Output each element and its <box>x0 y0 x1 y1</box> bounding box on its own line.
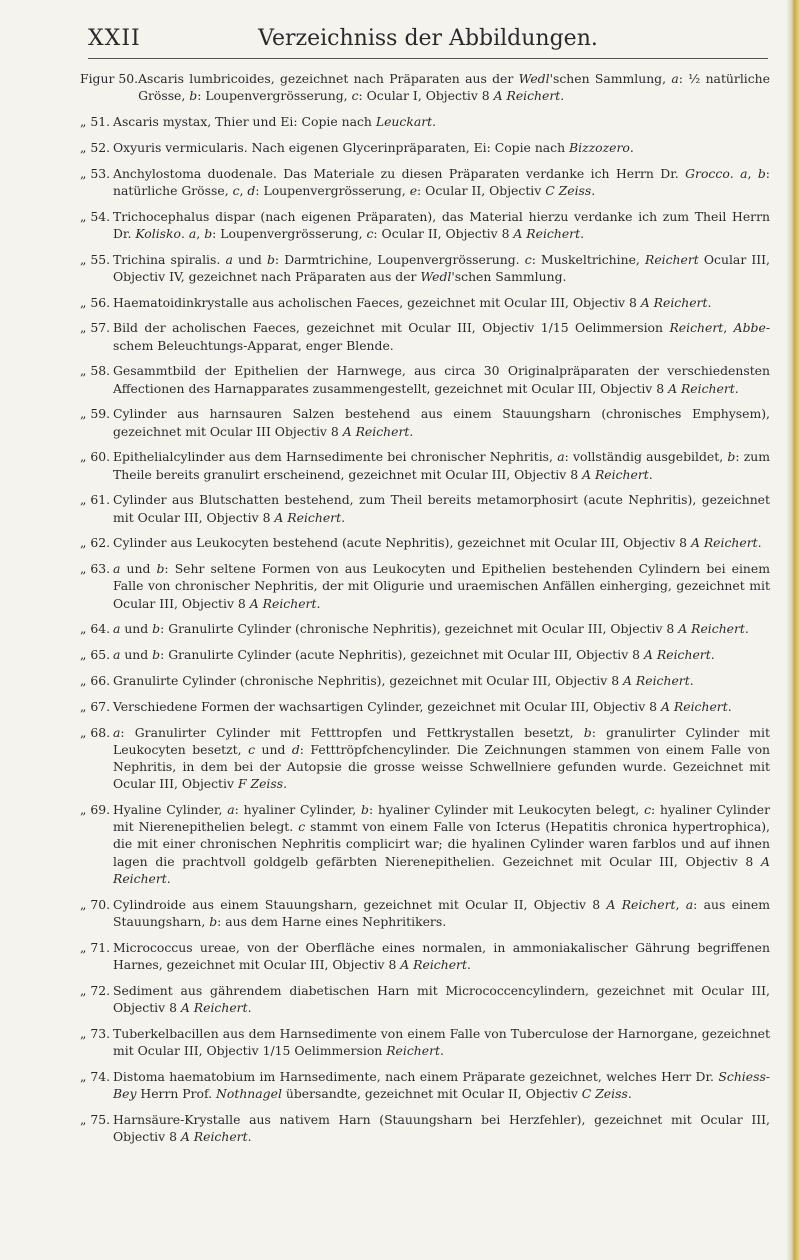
figure-label: „ <box>80 114 91 129</box>
figure-entry <box>80 165 770 199</box>
figure-entry <box>80 448 770 482</box>
figure-entry <box>80 724 770 793</box>
figure-label: „ <box>80 320 91 336</box>
figure-label: „ <box>80 621 91 637</box>
figure-label: „ <box>80 672 91 688</box>
figure-entry-prefix <box>80 1111 113 1145</box>
figure-caption: a und b: Sehr seltene Formen von aus Leukocyten und Epithelien bestehenden Cylindern bei einem Falle von chronischer Nephritis, der mit Oligurie und uraemischen Anfällen einherging, gezeichnet mit Ocular III, Objectiv 8 A Reichert. <box>113 561 770 611</box>
figure-entry <box>80 405 770 439</box>
page-header <box>88 22 768 56</box>
figure-entry <box>80 672 770 689</box>
figure-caption: Cylinder aus harnsauren Salzen bestehend aus einem Stauungsharn (chronisches Emphysem), gezeichnet mit Ocular III Objectiv 8 A Reichert. <box>113 406 770 439</box>
figure-caption: Trichocephalus dispar (nach eigenen Präparaten), das Material hierzu verdanke ich zum Theil Herrn Dr. Kolisko. a, b: Loupenvergrösserung, c: Ocular II, Objectiv 8 A Reichert. <box>113 208 770 241</box>
figure-number: 56. <box>90 294 111 310</box>
figure-entry-prefix <box>80 491 113 525</box>
figure-entry <box>80 319 770 353</box>
figure-number: 63. <box>90 561 111 577</box>
figure-entry-prefix <box>80 534 113 551</box>
figure-caption: Distoma haematobium im Harnsedimente, nach einem Präparate gezeichnet, welches Herr Dr. Schiess-Bey Herrn Prof. Nothnagel übersandte, gezeichnet mit Ocular II, Objectiv C Zeiss. <box>113 1068 770 1101</box>
figure-number: 60. <box>90 449 111 465</box>
figure-number: 72. <box>90 982 111 998</box>
figure-entry <box>80 294 770 311</box>
figure-entry <box>80 801 770 887</box>
page-title: Verzeichniss der Abbildungen. <box>258 26 598 51</box>
figure-entry <box>80 534 770 551</box>
page-number: XXII <box>88 26 141 51</box>
figure-entry <box>80 208 770 242</box>
figure-number: 67. <box>90 698 111 714</box>
figure-caption: Hyaline Cylinder, a: hyaliner Cylinder, b: hyaliner Cylinder mit Leukocyten belegt, c: hyaliner Cylinder mit Nierenepithelien belegt. c stammt von einem Falle von Icterus (Hepatitis chronica hypertrophica), die mit einer chronischen Nephritis complicirt war; die hyalinen Cylinder waren farblos und auf ihnen lagen die prachtvoll goldgelb gefärbten Nierenepithelien. Gezeichnet mit Ocular III, Objectiv 8 A Reichert. <box>113 801 770 886</box>
figure-label: „ <box>80 535 91 551</box>
figure-number: 73. <box>90 1025 111 1041</box>
figure-entry-prefix <box>80 251 113 285</box>
figure-caption: Verschiedene Formen der wachsartigen Cylinder, gezeichnet mit Ocular III, Objectiv 8 A Reichert. <box>113 698 732 714</box>
figure-entry <box>80 251 770 285</box>
figure-entry-prefix <box>80 362 113 396</box>
figure-caption: Anchylostoma duodenale. Das Materiale zu diesen Präparaten verdanke ich Herrn Dr. Grocco. a, b: natürliche Grösse, c, d: Loupenvergrösserung, e: Ocular II, Objectiv C Zeiss. <box>113 165 770 198</box>
figure-entry-prefix <box>80 139 113 156</box>
figure-entry-prefix <box>80 294 113 311</box>
figure-number: 61. <box>90 492 111 508</box>
figure-label: „ <box>80 251 91 267</box>
figure-label: „ <box>80 896 91 912</box>
page-edge <box>786 0 800 1260</box>
figure-entry-prefix <box>80 672 113 689</box>
figure-label: „ <box>80 1025 91 1041</box>
figure-entry-prefix <box>80 896 113 930</box>
figure-entry <box>80 560 770 612</box>
figure-entry <box>80 939 770 973</box>
figure-caption: Trichina spiralis. a und b: Darmtrichine, Loupenvergrösserung. c: Muskeltrichine, Reichert Ocular III, Objectiv IV, gezeichnet nach Präparaten aus der Wedl'schen Sammlung. <box>113 251 770 284</box>
figure-label: „ <box>80 208 91 224</box>
figure-caption: Harnsäure-Krystalle aus nativem Harn (Stauungsharn bei Herzfehler), gezeichnet mit Ocular III, Objectiv 8 A Reichert. <box>113 1111 770 1144</box>
figure-number: 51. <box>90 114 111 129</box>
figure-number: 66. <box>90 672 111 688</box>
figure-caption: a und b: Granulirte Cylinder (chronische Nephritis), gezeichnet mit Ocular III, Objectiv 8 A Reichert. <box>113 621 749 637</box>
figure-entry-prefix <box>80 939 113 973</box>
figure-label: „ <box>80 561 91 577</box>
figure-caption: Epithelialcylinder aus dem Harnsedimente bei chronischer Nephritis, a: vollständig ausgebildet, b: zum Theile bereits granulirt erscheinend, gezeichnet mit Ocular III, Objectiv 8 A Reichert. <box>113 449 771 482</box>
figure-number: 70. <box>90 896 111 912</box>
figure-number: 52. <box>90 139 111 155</box>
figure-list <box>80 70 770 1154</box>
figure-label: „ <box>80 406 91 422</box>
figure-caption: Ascaris mystax, Thier und Ei: Copie nach Leuckart. <box>113 114 437 129</box>
figure-entry-prefix <box>80 724 113 793</box>
figure-caption: Haematoidinkrystalle aus acholischen Faeces, gezeichnet mit Ocular III, Objectiv 8 A Reichert. <box>113 294 712 310</box>
figure-label: „ <box>80 1068 91 1084</box>
figure-entry-prefix <box>80 113 113 130</box>
figure-entry-prefix <box>80 319 113 353</box>
figure-entry-prefix <box>80 620 113 637</box>
figure-caption: Ascaris lumbricoides, gezeichnet nach Präparaten aus der Wedl'schen Sammlung, a: ½ natürliche Grösse, b: Loupenvergrösserung, c: Ocular I, Objectiv 8 A Reichert. <box>138 71 770 104</box>
figure-number: 62. <box>90 535 111 551</box>
figure-label: „ <box>80 165 91 181</box>
figure-label: „ <box>80 294 91 310</box>
figure-entry <box>80 698 770 715</box>
figure-caption: Granulirte Cylinder (chronische Nephritis), gezeichnet mit Ocular III, Objectiv 8 A Reichert. <box>113 672 694 688</box>
figure-entry <box>80 1025 770 1059</box>
figure-label: „ <box>80 647 91 663</box>
figure-number: 54. <box>90 208 111 224</box>
figure-number: 69. <box>90 801 111 817</box>
figure-label: „ <box>80 363 91 379</box>
figure-entry-prefix <box>80 208 113 242</box>
figure-number: 64. <box>90 621 111 637</box>
figure-label: „ <box>80 724 91 740</box>
figure-caption: Oxyuris vermicularis. Nach eigenen Glycerinpräparaten, Ei: Copie nach Bizzozero. <box>113 139 634 155</box>
figure-number: 50. <box>118 71 139 86</box>
figure-entry-prefix <box>80 1025 113 1059</box>
figure-entry <box>80 491 770 525</box>
figure-number: 53. <box>90 165 111 181</box>
figure-caption: Cylinder aus Leukocyten bestehend (acute Nephritis), gezeichnet mit Ocular III, Objectiv 8 A Reichert. <box>113 535 762 551</box>
figure-number: 55. <box>90 251 111 267</box>
figure-entry-prefix <box>80 698 113 715</box>
figure-entry-prefix <box>80 982 113 1016</box>
figure-number: 58. <box>90 363 111 379</box>
figure-caption: Cylindroide aus einem Stauungsharn, gezeichnet mit Ocular II, Objectiv 8 A Reichert, a: aus einem Stauungsharn, b: aus dem Harne eines Nephritikers. <box>113 896 770 929</box>
figure-entry-prefix <box>80 560 113 612</box>
figure-caption: Bild der acholischen Faeces, gezeichnet mit Ocular III, Objectiv 1/15 Oelimmersion Reichert, Abbe-schem Beleuchtungs-Apparat, enger Blende. <box>113 320 770 353</box>
figure-caption: Sediment aus gährendem diabetischen Harn mit Micrococcencylindern, gezeichnet mit Ocular III, Objectiv 8 A Reichert. <box>113 982 770 1015</box>
figure-label: „ <box>80 492 91 508</box>
figure-label: „ <box>80 801 91 817</box>
figure-caption: Gesammtbild der Epithelien der Harnwege, aus circa 30 Originalpräparaten der verschiedensten Affectionen des Harnapparates zusammengestellt, gezeichnet mit Ocular III, Objectiv 8 A Reichert. <box>113 363 770 396</box>
figure-entry <box>80 1068 770 1102</box>
figure-label: „ <box>80 939 91 955</box>
figure-caption: Cylinder aus Blutschatten bestehend, zum Theil bereits metamorphosirt (acute Nephritis), gezeichnet mit Ocular III, Objectiv 8 A Reichert. <box>113 492 770 525</box>
figure-label: „ <box>80 698 91 714</box>
figure-label: Figur <box>80 71 119 86</box>
figure-number: 59. <box>90 406 111 422</box>
figure-entry-prefix <box>80 801 113 887</box>
figure-entry-prefix <box>80 165 113 199</box>
figure-entry <box>80 362 770 396</box>
figure-entry <box>80 620 770 637</box>
figure-entry <box>80 646 770 663</box>
figure-entry-prefix <box>80 1068 113 1102</box>
figure-caption: a und b: Granulirte Cylinder (acute Nephritis), gezeichnet mit Ocular III, Objectiv 8 A Reichert. <box>113 647 715 663</box>
figure-entry-prefix <box>80 405 113 439</box>
figure-label: „ <box>80 139 91 155</box>
figure-label: „ <box>80 449 91 465</box>
figure-entry <box>80 896 770 930</box>
figure-number: 74. <box>90 1068 111 1084</box>
figure-entry <box>80 1111 770 1145</box>
figure-entry-prefix <box>80 448 113 482</box>
header-rule <box>88 58 768 59</box>
figure-label: „ <box>80 982 91 998</box>
figure-entry-prefix <box>80 646 113 663</box>
figure-entry-prefix <box>80 70 138 104</box>
figure-entry <box>80 70 770 104</box>
figure-caption: Micrococcus ureae, von der Oberfläche eines normalen, in ammoniakalischer Gährung begriffenen Harnes, gezeichnet mit Ocular III, Objectiv 8 A Reichert. <box>113 939 770 972</box>
figure-number: 75. <box>90 1111 111 1127</box>
figure-number: 68. <box>90 724 111 740</box>
figure-label: „ <box>80 1111 91 1127</box>
figure-number: 57. <box>90 320 111 336</box>
figure-entry <box>80 982 770 1016</box>
figure-number: 71. <box>90 939 111 955</box>
figure-caption: a: Granulirter Cylinder mit Fetttropfen und Fettkrystallen besetzt, b: granulirter Cylinder mit Leukocyten besetzt, c und d: Fetttröpfchencylinder. Die Zeichnungen stammen von einem Falle von Nephritis, in dem bei der Autopsie die grosse weisse Schwellniere gefunden wurde. Gezeichnet mit Ocular III, Objectiv F Zeiss. <box>113 724 771 792</box>
figure-caption: Tuberkelbacillen aus dem Harnsedimente von einem Falle von Tuberculose der Harnorgane, gezeichnet mit Ocular III, Objectiv 1/15 Oelimmersion Reichert. <box>113 1025 770 1058</box>
figure-number: 65. <box>90 647 111 663</box>
figure-entry <box>80 139 770 156</box>
figure-entry <box>80 113 770 130</box>
